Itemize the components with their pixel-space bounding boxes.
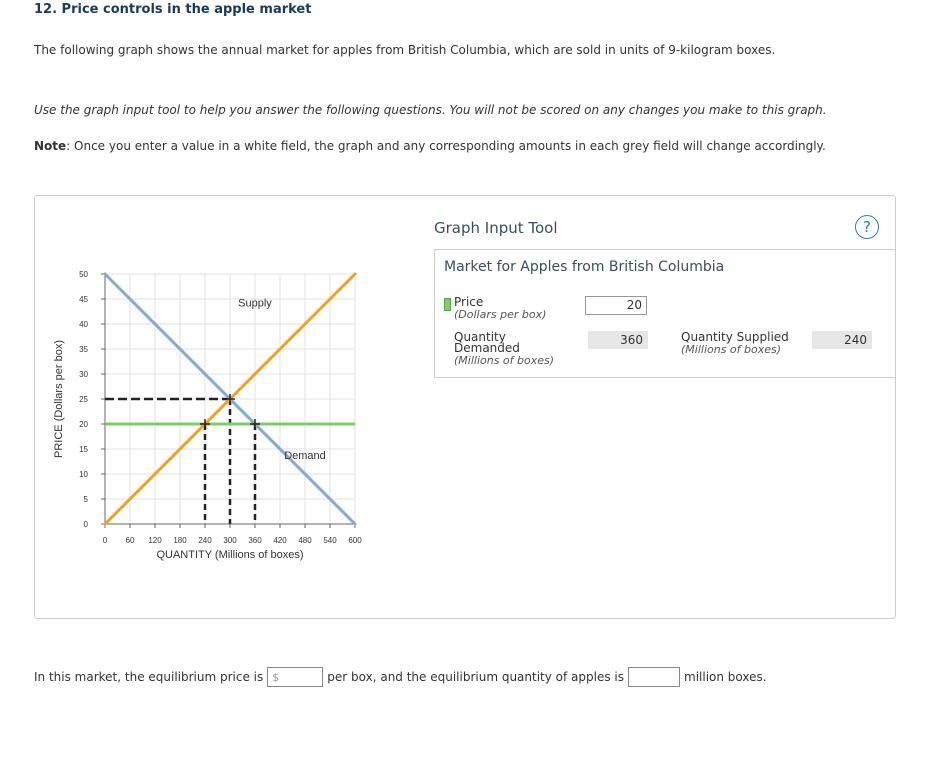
x-tick-label: 180: [173, 536, 187, 545]
y-tick-label: 35: [79, 345, 88, 354]
answer-text-2: per box, and the equilibrium quantity of apples is: [327, 670, 625, 684]
quantity-demanded-value: 360: [588, 331, 648, 349]
intro-text: The following graph shows the annual market for apples from British Columbia, which are sold in units of 9-kilogram boxes.: [34, 43, 776, 57]
y-tick-label: 25: [79, 395, 88, 404]
quantity-demanded-label: [454, 332, 554, 366]
x-tick-label: 300: [223, 536, 237, 545]
dollar-sign: $: [272, 671, 280, 684]
note-body: : Once you enter a value in a white field, the graph and any corresponding amounts in each grey field will change accordingly.: [66, 139, 826, 153]
market-chart[interactable]: [50, 262, 380, 572]
y-tick-label: 50: [79, 270, 88, 279]
qd-label-line1: Quantity: [454, 330, 506, 344]
y-tick-label: 0: [83, 520, 88, 529]
y-tick-label: 45: [79, 295, 88, 304]
x-tick-label: 360: [248, 536, 262, 545]
x-tick-label: 420: [273, 536, 287, 545]
question-title: 12. Price controls in the apple market: [34, 2, 312, 17]
instruction-text: Use the graph input tool to help you answer the following questions. You will not be scored on any changes you make to this graph.: [34, 103, 827, 117]
quantity-supplied-value: 240: [812, 331, 872, 349]
demand-label: Demand: [284, 450, 326, 462]
qd-label-line2: Demanded: [454, 341, 520, 355]
answer-row: [34, 667, 767, 687]
y-axis-title: PRICE (Dollars per box): [53, 340, 65, 458]
supply-label: Supply: [238, 297, 272, 310]
y-tick-label: 20: [79, 420, 88, 429]
x-tick-label: 600: [348, 536, 362, 545]
x-tick-label: 0: [102, 536, 108, 545]
price-input[interactable]: 20: [585, 296, 647, 315]
y-tick-label: 30: [79, 370, 88, 379]
x-tick-label: 540: [323, 536, 337, 545]
equilibrium-quantity-input[interactable]: [628, 667, 680, 687]
y-tick-label: 5: [83, 495, 88, 504]
equilibrium-price-input[interactable]: [267, 667, 323, 687]
x-tick-label: 60: [125, 536, 135, 545]
x-axis-title: QUANTITY (Millions of boxes): [156, 549, 304, 561]
x-tick-label: 480: [298, 536, 312, 545]
note-text: [34, 139, 826, 153]
help-icon[interactable]: ?: [855, 215, 879, 239]
y-tick-label: 15: [79, 445, 88, 454]
y-tick-label: 10: [79, 470, 88, 479]
qd-unit: (Millions of boxes): [454, 354, 555, 367]
quantity-supplied-label: [681, 332, 789, 355]
graph-input-tool-title: Graph Input Tool: [434, 219, 558, 237]
price-label: [454, 297, 546, 320]
qs-label-text: Quantity Supplied: [681, 330, 789, 344]
x-tick-label: 240: [198, 536, 212, 545]
tool-subtitle: Market for Apples from British Columbia: [444, 259, 725, 275]
answer-text-3: million boxes.: [684, 670, 767, 684]
qs-unit: (Millions of boxes): [681, 343, 782, 356]
y-tick-label: 40: [79, 320, 88, 329]
price-label-text: Price: [454, 295, 484, 309]
price-line-legend-icon: [444, 298, 451, 311]
answer-text-1: In this market, the equilibrium price is: [34, 670, 264, 684]
note-label: Note: [34, 139, 67, 153]
price-unit: (Dollars per box): [454, 308, 547, 321]
x-tick-label: 120: [148, 536, 162, 545]
